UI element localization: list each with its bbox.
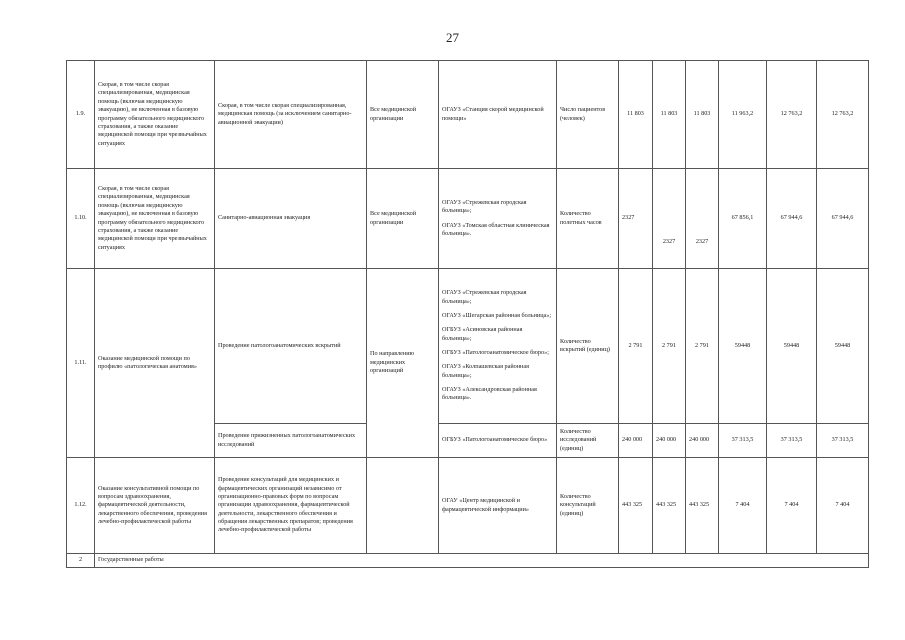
table-row — [67, 169, 869, 269]
service-content: Скорая, в том числе скорая специализированная, медицинская помощь (за исключением санитарно-авиационной эвакуации) — [215, 61, 367, 169]
volume-year-2: 240 000 — [653, 424, 686, 458]
funding-year-1: 67 856,1 — [719, 169, 767, 269]
services-table — [66, 60, 869, 568]
consumer-category: По направлению медицинских организаций — [367, 269, 439, 458]
organization-list — [439, 269, 557, 424]
organization: ОГБУЗ «Патологоанатомическое бюро»; — [442, 349, 549, 356]
row-number: 1.10. — [67, 169, 95, 269]
volume-year-3: 2 791 — [686, 269, 719, 424]
funding-year-1: 11 963,2 — [719, 61, 767, 169]
volume-year-2: 11 803 — [653, 61, 686, 169]
funding-year-1: 59448 — [719, 269, 767, 424]
funding-year-3: 59448 — [817, 269, 869, 424]
consumer-category: Все медицинской организации — [367, 61, 439, 169]
funding-year-2: 7 404 — [767, 458, 817, 554]
indicator: Количество исследований (единиц) — [557, 424, 619, 458]
indicator: Количество консультаций (единиц) — [557, 458, 619, 554]
organization-list — [439, 169, 557, 269]
volume-year-3: 11 803 — [686, 61, 719, 169]
service-content: Проведение прижизненных патологоанатомических исследований — [215, 424, 367, 458]
service-name: Оказание медицинской помощи по профилю «патологическая анатомия» — [95, 269, 215, 458]
funding-year-2: 12 763,2 — [767, 61, 817, 169]
indicator: Число пациентов (человек) — [557, 61, 619, 169]
volume-year-1: 11 803 — [619, 61, 653, 169]
volume-year-2: 2327 — [653, 169, 686, 269]
service-name: Скорая, в том числе скорая специализированная, медицинская помощь (включая медицинскую эвакуацию), не включенная в базовую программу обязательного медицинского страхования, а также оказание медицинской помощи при чрезвычайных ситуациях — [95, 169, 215, 269]
volume-year-1: 2327 — [619, 169, 653, 269]
table-row — [67, 269, 869, 424]
organization: ОГАУЗ «Александровская районная больница». — [442, 386, 537, 402]
organization: ОГАУЗ «Стрежевская городская больница»; — [442, 289, 527, 305]
funding-year-3: 7 404 — [817, 458, 869, 554]
consumer-category — [367, 458, 439, 554]
organization: ОГБУЗ «Патологоанатомическое бюро» — [439, 424, 557, 458]
organization: ОГАУЗ «Колпашевская районная больница»; — [442, 363, 529, 379]
service-content: Санитарно-авиационная эвакуация — [215, 169, 367, 269]
table-row — [67, 61, 869, 169]
service-content: Проведение консультаций для медицинских и фармацевтических организаций независимо от организационно-правовых форм по вопросам организации здравоохранения, фармацевтической деятельности, лекарственного обеспечения и обращения лекарственных препаратов; проведения лечебно-профилактической работы — [215, 458, 367, 554]
volume-year-3: 443 325 — [686, 458, 719, 554]
funding-year-1: 37 313,5 — [719, 424, 767, 458]
volume-year-1: 443 325 — [619, 458, 653, 554]
service-name: Скорая, в том числе скорая специализированная, медицинская помощь (включая медицинскую эвакуацию), не включенная в базовую программу обязательного медицинского страхования, а также оказание медицинской помощи при чрезвычайных ситуациях — [95, 61, 215, 169]
organization: ОГАУЗ «Станция скорой медицинской помощи» — [439, 61, 557, 169]
volume-year-3: 2327 — [686, 169, 719, 269]
section-number: 2 — [67, 554, 95, 568]
consumer-category: Все медицинской организации — [367, 169, 439, 269]
organization: ОГБУЗ «Асиновская районная больница»; — [442, 326, 523, 342]
page-number: 27 — [446, 30, 459, 45]
funding-year-2: 67 944,6 — [767, 169, 817, 269]
service-content: Проведение патологоанатомических вскрытий — [215, 269, 367, 424]
volume-year-1: 2 791 — [619, 269, 653, 424]
row-number: 1.12. — [67, 458, 95, 554]
section-row — [67, 554, 869, 568]
organization: ОГАУЗ «Томская областная клиническая больница». — [442, 221, 550, 237]
row-number: 1.11. — [67, 269, 95, 458]
organization: ОГАУЗ «Шегарская районная больница»; — [442, 311, 552, 319]
indicator: Количество вскрытий (единиц) — [557, 269, 619, 424]
volume-year-2: 2 791 — [653, 269, 686, 424]
volume-year-3: 240 000 — [686, 424, 719, 458]
organization: ОГАУЗ «Стрежевская городская больница»; — [442, 198, 527, 215]
funding-year-2: 37 313,5 — [767, 424, 817, 458]
funding-year-3: 37 313,5 — [817, 424, 869, 458]
table-row — [67, 458, 869, 554]
volume-year-2: 443 325 — [653, 458, 686, 554]
row-number: 1.9. — [67, 61, 95, 169]
funding-year-1: 7 404 — [719, 458, 767, 554]
funding-year-3: 67 944,6 — [817, 169, 869, 269]
volume-year-1: 240 000 — [619, 424, 653, 458]
funding-year-3: 12 763,2 — [817, 61, 869, 169]
service-name: Оказание консультативной помощи по вопросам здравоохранения, фармацевтической деятельности, лекарственного обеспечения, проведения лечебно-профилактической работы — [95, 458, 215, 554]
organization: ОГАУ «Центр медицинской и фармацевтической информации» — [439, 458, 557, 554]
section-title: Государственные работы — [95, 554, 869, 568]
funding-year-2: 59448 — [767, 269, 817, 424]
indicator: Количество полетных часов — [557, 169, 619, 269]
